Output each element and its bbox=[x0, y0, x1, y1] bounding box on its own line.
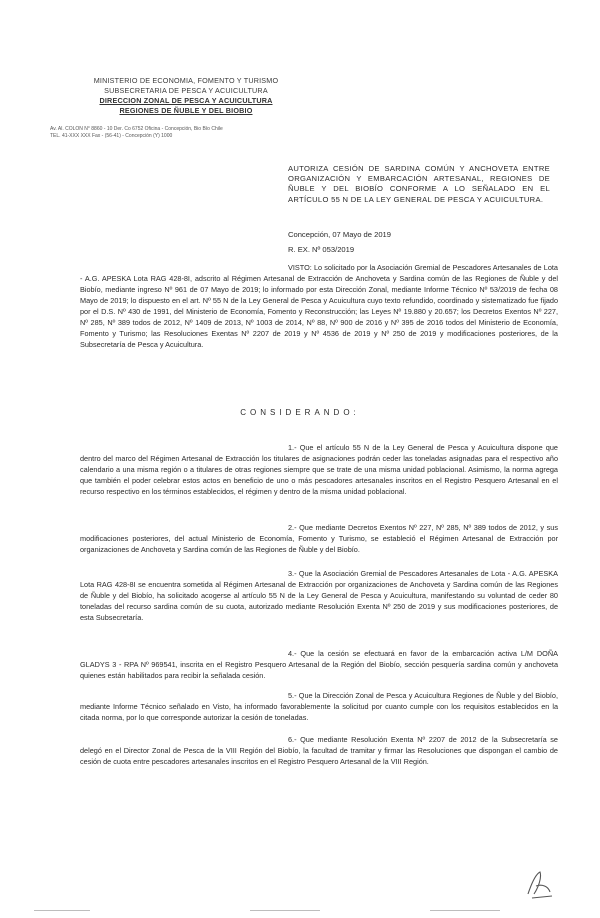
considerando-paragraph-6: 6.- Que mediante Resolución Exenta Nº 2207 de 2012 de la Subsecretaría se delegó en el Director Zonal de Pesca de la VIII Región del Biobío, la facultad de tramitar y firmar las Resoluciones que dispongan el cambio de cesión de cuota entre pescadores artesanales inscritos en el Registro Pesquero Artesanal de la VIII Región. bbox=[80, 735, 558, 766]
address-line-1: Av. Al. COLON N° 8860 - 10 Der. Co 6752 Oficina - Concepción, Bio Bío Chile bbox=[50, 126, 223, 132]
considerando-paragraph-4: 4.- Que la cesión se efectuará en favor de la embarcación activa L/M DOÑA GLADYS 3 - RPA Nº 969541, inscrita en el Registro Pesquero Artesanal de la Región del Biobío, sección pesquería sardina común y anchoveta quienes están habilitados para recibir la señalada cesión. bbox=[80, 649, 558, 680]
letterhead bbox=[66, 76, 306, 116]
resolution-number: R. EX. Nº 053/2019 bbox=[288, 245, 355, 254]
address-line-2: TEL. 41-XXX XXX Fax - (56-41) - Concepción (Y) 1000 bbox=[50, 133, 173, 139]
resolution-date: Concepción, 07 Mayo de 2019 bbox=[288, 230, 392, 239]
resolution-title: AUTORIZA CESIÓN DE SARDINA COMÚN Y ANCHOVETA ENTRE ORGANIZACIÓN Y EMBARCACIÓN ARTESANAL, REGIONES DE ÑUBLE Y DEL BIOBÍO CONFORME A LO SEÑALADO EN EL ARTÍCULO 55 N DE LA LEY GENERAL DE PESCA Y ACUICULTURA. bbox=[288, 164, 550, 204]
regions-line: REGIONES DE ÑUBLE Y DEL BIOBIO bbox=[119, 106, 253, 115]
subsecretary-line: SUBSECRETARIA DE PESCA Y ACUICULTURA bbox=[104, 86, 268, 95]
footer-line-center bbox=[250, 910, 320, 911]
considerando-paragraph-5: 5.- Que la Dirección Zonal de Pesca y Acuicultura Regiones de Ñuble y del Biobío, mediante Informe Técnico señalado en Visto, ha informado favorablemente la solicitud por cuanto cumple con los requisitos establecidos en la citada norma, por lo que corresponde autorizar la cesión de toneladas. bbox=[80, 691, 558, 722]
initials-signature bbox=[522, 864, 558, 904]
visto-paragraph: VISTO: Lo solicitado por la Asociación Gremial de Pescadores Artesanales de Lota - A.G. APESKA Lota RAG 428-8I, adscrito al Régimen Artesanal de Extracción de Anchoveta y Sardina común de las Regiones de Ñuble y del Biobío, mediante ingreso Nº 961 de 07 Mayo de 2019; lo informado por esta Dirección Zonal, mediante Informe Técnico Nº 53/2019 de fecha 08 Mayo de 2019; lo dispuesto en el art. Nº 55 N de la Ley General de Pesca y Acuicultura cuyo texto refundido, coordinado y sistematizado fue fijado por el D.S. Nº 430 de 1991, del Ministerio de Economía, Fomento y Reconstrucción; las Leyes Nº 19.880 y 20.657; los Decretos Exentos Nº 227, Nº 285, Nº 389 todos de 2012, Nº 1409 de 2013, Nº 1003 de 2014, Nº 88, Nº 900 de 2016 y Nº 395 de 2016 todos del Ministerio de Economía, Fomento y Turismo; las Resoluciones Exentas Nº 2207 de 2019 y Nº 4536 de 2019 y Nº 250 de 2019 y modificaciones posteriores, de la Subsecretaría de Pesca y Acuicultura. bbox=[80, 263, 558, 349]
zonal-direction-line: DIRECCION ZONAL DE PESCA Y ACUICULTURA bbox=[99, 96, 273, 105]
footer-line-left bbox=[34, 910, 90, 911]
considerando-heading: CONSIDERANDO: bbox=[240, 408, 360, 417]
considerando-paragraph-3: 3.- Que la Asociación Gremial de Pescadores Artesanales de Lota - A.G. APESKA Lota RAG 428-8I se encuentra sometida al Régimen Artesanal de Extracción por organizaciones de Anchoveta y Sardina común de las Regiones de Ñuble y del Biobío, ha solicitado acogerse al artículo 55 N de la Ley General de Pesca y Acuicultura, manifestando su voluntad de ceder 80 toneladas del recurso sardina común de su cuota, autorizado mediante Resolución Exenta Nº 250 de 2019 y sus modificaciones posteriores, de esta Subsecretaría. bbox=[80, 569, 558, 622]
considerando-paragraph-2: 2.- Que mediante Decretos Exentos Nº 227, Nº 285, Nº 389 todos de 2012, y sus modificaciones posteriores, del actual Ministerio de Economía, Fomento y Turismo, se estableció el Régimen Artesanal de Extracción por organizaciones de Anchoveta y Sardina común de las Regiones de Ñuble y del Biobío. bbox=[80, 523, 558, 554]
considerando-paragraph-1: 1.- Que el artículo 55 N de la Ley General de Pesca y Acuicultura dispone que dentro del marco del Régimen Artesanal de Extracción los titulares de asignaciones podrán ceder las toneladas asignadas para el respectivo año calendario a una misma región o a titulares de otras regiones siempre que se trate de una misma unidad poblacional. Asimismo, la norma agrega que también el poder celebrar estos actos en beneficio de uno o más pescadores artesanales inscritos en el Registro Pesquero Artesanal en el recurso respectivo en los términos establecidos, el régimen y dentro de la misma unidad poblacional. bbox=[80, 443, 558, 496]
letterhead-address bbox=[50, 126, 310, 140]
footer-line-right bbox=[430, 910, 500, 911]
ministry-line: MINISTERIO DE ECONOMIA, FOMENTO Y TURISMO bbox=[93, 76, 279, 85]
